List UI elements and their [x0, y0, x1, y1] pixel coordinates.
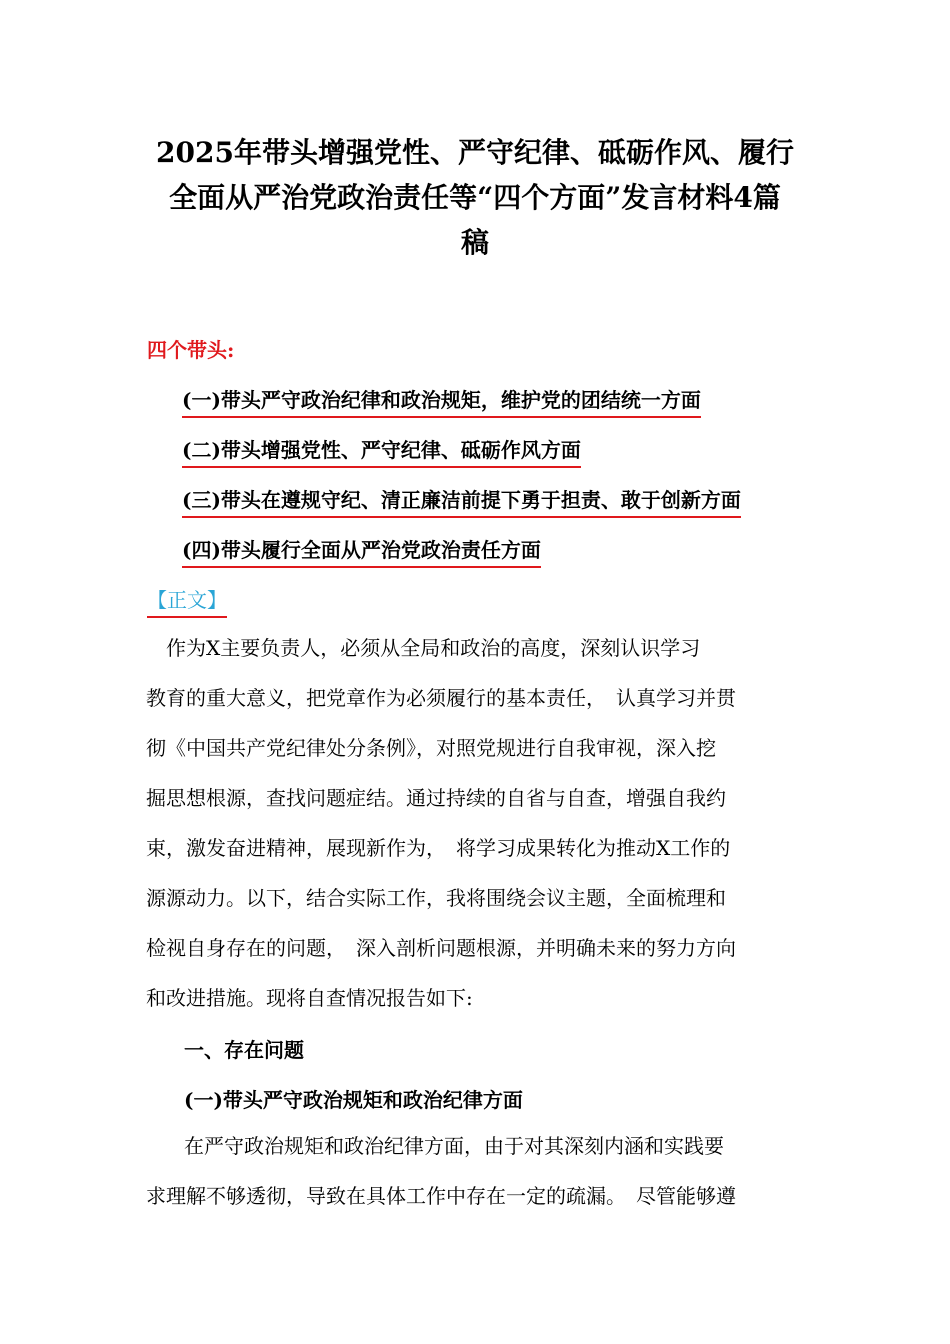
paragraph-line: 和改进措施。现将自查情况报告如下: — [146, 986, 473, 1010]
toc-item-3: (三)带头在遵规守纪、清正廉洁前提下勇于担责、敢于创新方面 — [182, 484, 741, 518]
title-line: 2025年带头增强党性、严守纪律、砥砺作风、履行 — [156, 136, 794, 169]
section-heading: 一、存在问题 — [184, 1038, 304, 1062]
document-title — [130, 130, 820, 265]
paragraph-line: 求理解不够透彻，导致在具体工作中存在一定的疏漏。 尽管能够遵 — [146, 1184, 736, 1208]
paragraph-line: 作为X主要负责人，必须从全局和政治的高度，深刻认识学习 — [146, 636, 701, 660]
subsection-heading: (一)带头严守政治规矩和政治纪律方面 — [184, 1088, 523, 1112]
toc-item-4: (四)带头履行全面从严治党政治责任方面 — [182, 534, 541, 568]
toc-item-1: (一)带头严守政治纪律和政治规矩，维护党的团结统一方面 — [182, 384, 701, 418]
paragraph-line: 彻《中国共产党纪律处分条例》，对照党规进行自我审视，深入挖 — [146, 736, 716, 760]
paragraph-line: 检视自身存在的问题， 深入剖析问题根源，并明确未来的努力方向 — [146, 936, 736, 960]
paragraph-line: 在严守政治规矩和政治纪律方面，由于对其深刻内涵和实践要 — [184, 1134, 724, 1158]
paragraph-line: 掘思想根源，查找问题症结。通过持续的自省与自查，增强自我约 — [146, 786, 726, 810]
paragraph-line: 束，激发奋进精神，展现新作为， 将学习成果转化为推动X工作的 — [146, 836, 731, 860]
intro-paragraph — [146, 623, 808, 1023]
paragraph-line: 教育的重大意义，把党章作为必须履行的基本责任， 认真学习并贯 — [146, 686, 736, 710]
toc-item-2: (二)带头增强党性、严守纪律、砥砺作风方面 — [182, 434, 581, 468]
subsection-paragraph — [146, 1121, 808, 1221]
paragraph-line: 源源动力。以下，结合实际工作，我将围绕会议主题，全面梳理和 — [146, 886, 726, 910]
title-line: 稿 — [460, 226, 489, 259]
four-leads-heading: 四个带头: — [147, 338, 235, 362]
body-label: 【正文】 — [147, 584, 227, 618]
title-line: 全面从严治党政治责任等“四个方面”发言材料4篇 — [169, 181, 781, 214]
